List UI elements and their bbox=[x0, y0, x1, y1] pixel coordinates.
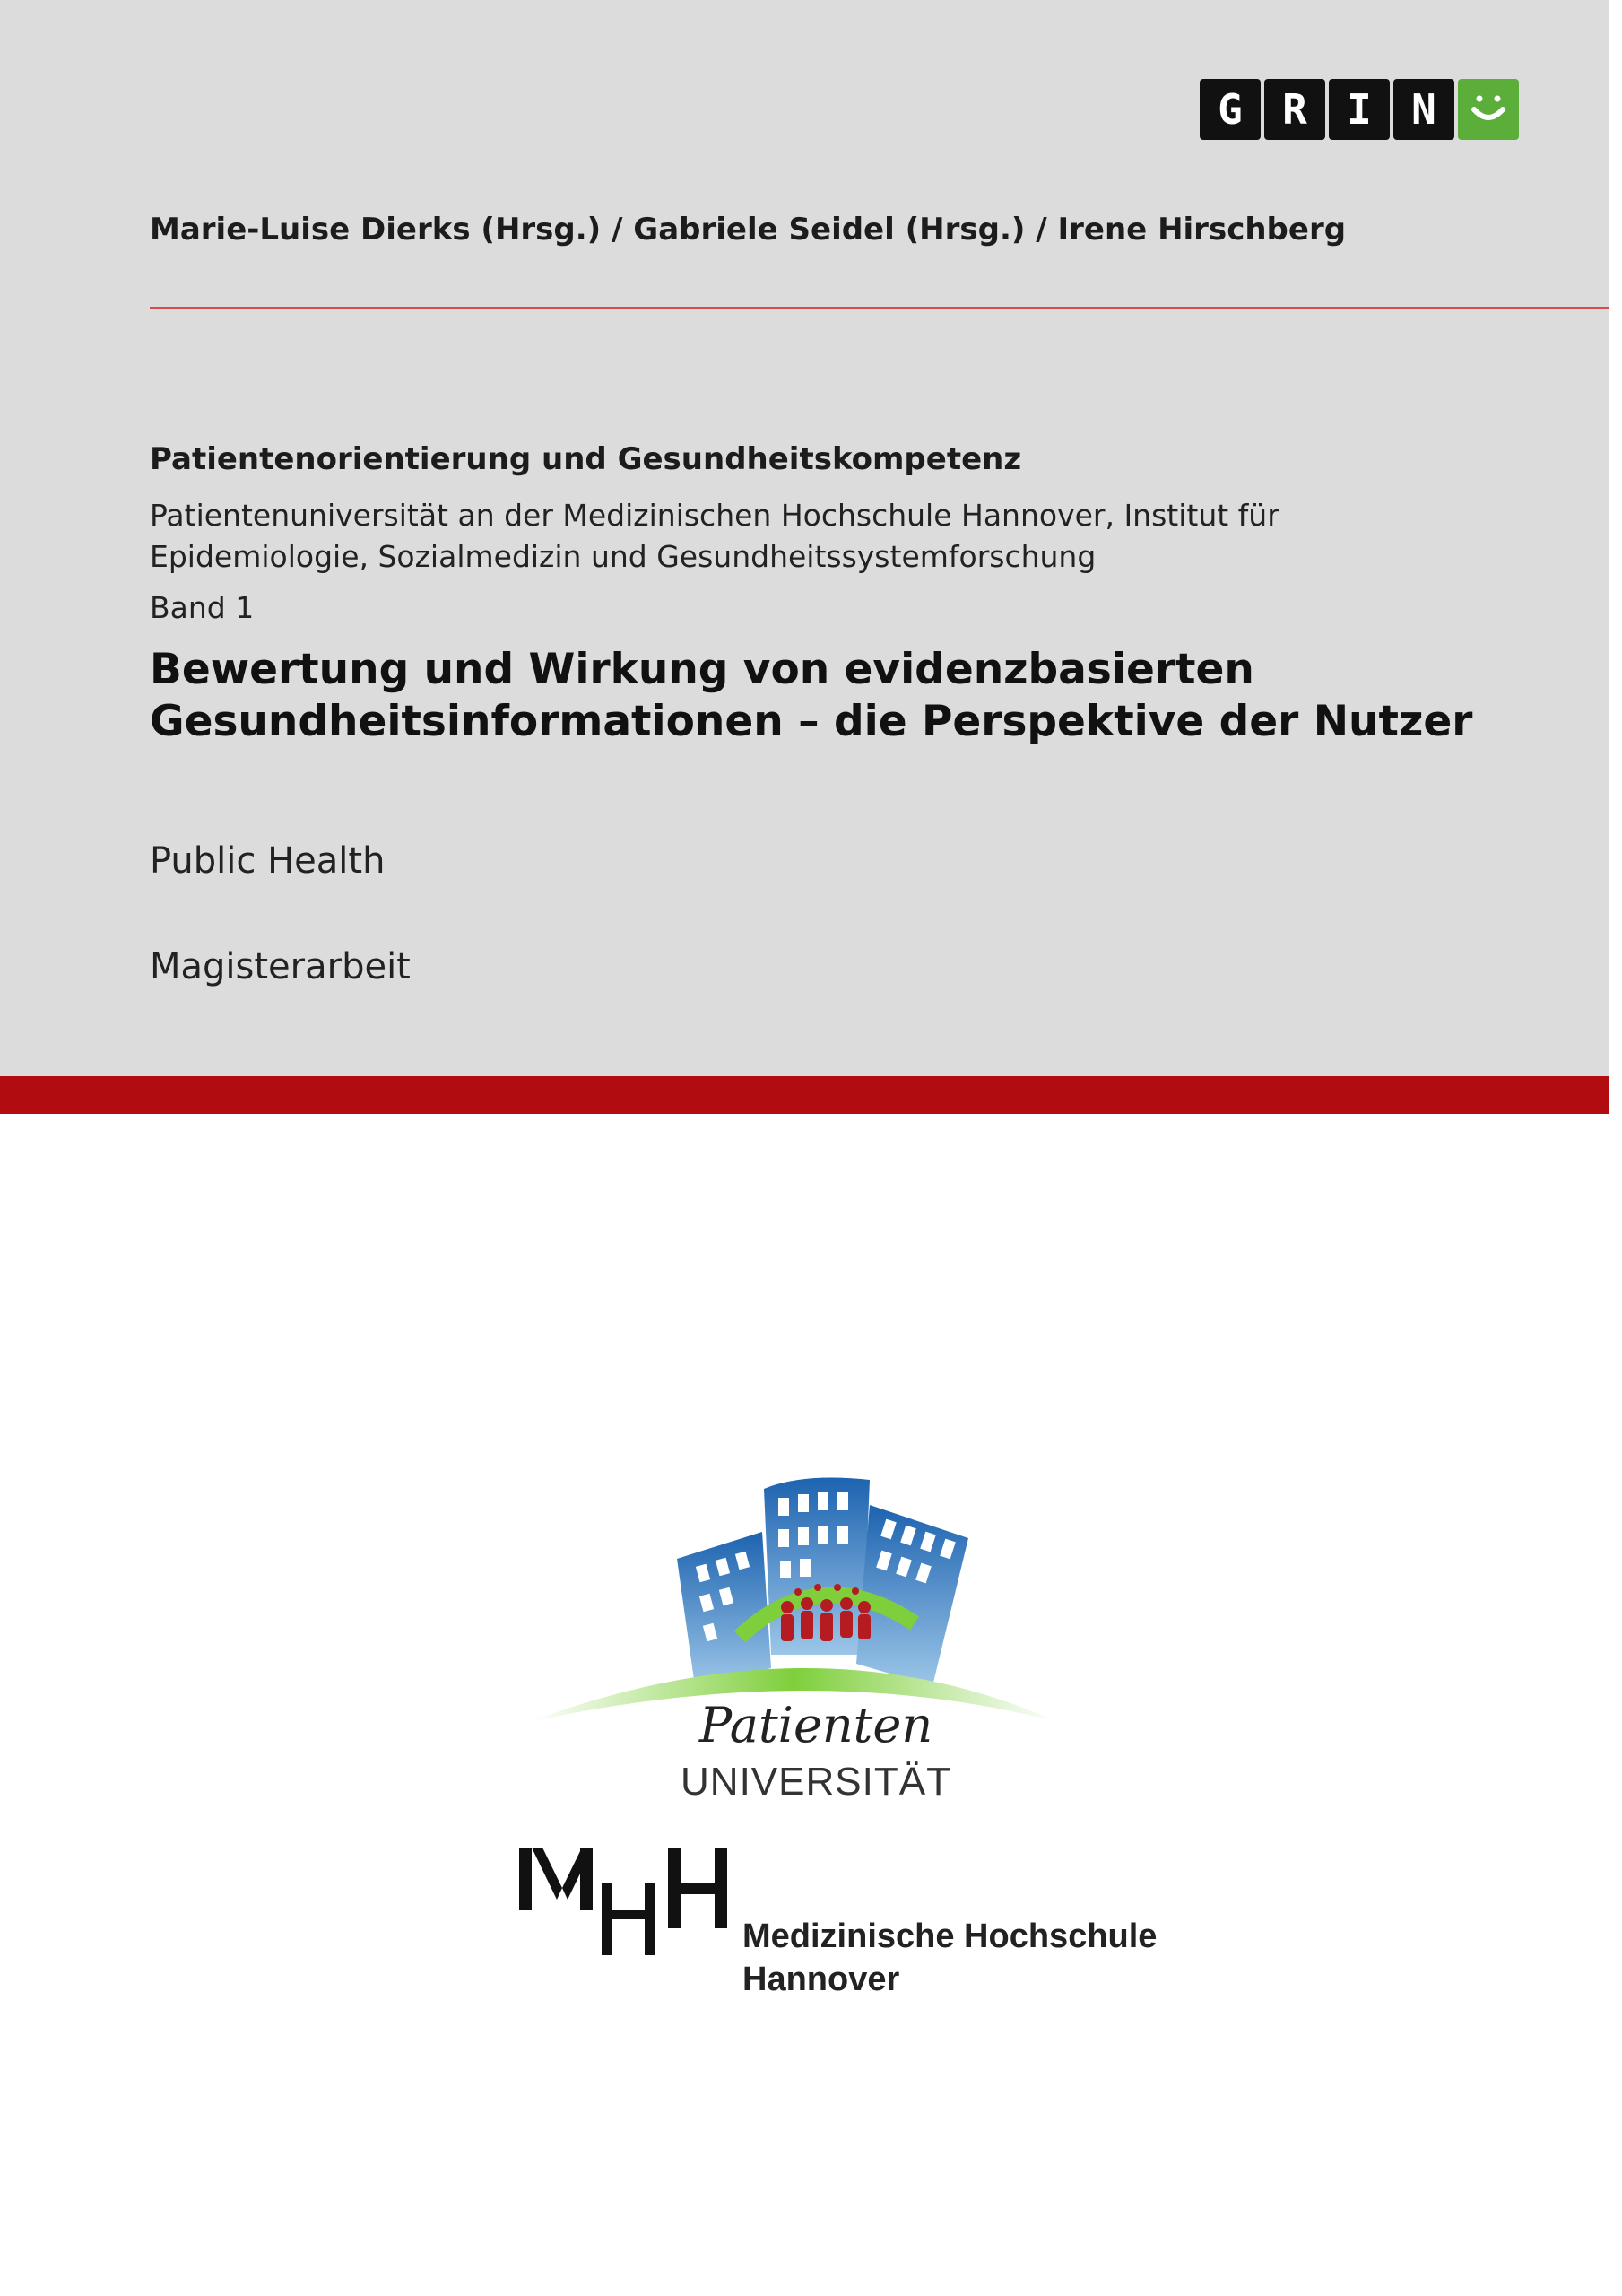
mhh-name-line-2: Hannover bbox=[742, 1961, 900, 1998]
logo-name-patienten: Patienten bbox=[698, 1697, 933, 1753]
institution-line-2: Epidemiologie, Sozialmedizin und Gesundheitssystemforschung bbox=[150, 539, 1097, 574]
mhh-name-line-1: Medizinische Hochschule bbox=[742, 1918, 1158, 1955]
building-left-icon bbox=[677, 1532, 771, 1686]
grin-letter-r: R bbox=[1264, 79, 1325, 140]
book-title-line-1: Bewertung und Wirkung von evidenzbasierten bbox=[150, 645, 1254, 694]
mhh-name bbox=[742, 1915, 1173, 2001]
grin-letter-g: G bbox=[1200, 79, 1261, 140]
grin-logo bbox=[1200, 79, 1519, 140]
grin-letter-i: I bbox=[1329, 79, 1390, 140]
series-title: Patientenorientierung und Gesundheitskompetenz bbox=[150, 441, 1022, 477]
red-band bbox=[0, 1076, 1609, 1114]
authors: Marie-Luise Dierks (Hrsg.) / Gabriele Seidel (Hrsg.) / Irene Hirschberg bbox=[150, 212, 1347, 248]
institution-line-1: Patientenuniversität an der Medizinischen Hochschule Hannover, Institut für bbox=[150, 498, 1279, 533]
grin-letter-n: N bbox=[1393, 79, 1454, 140]
series-institution bbox=[150, 495, 1441, 578]
document-type: Magisterarbeit bbox=[150, 946, 411, 987]
series-volume: Band 1 bbox=[150, 590, 255, 625]
book-title bbox=[150, 644, 1548, 748]
smile-icon bbox=[1458, 79, 1519, 140]
subject: Public Health bbox=[150, 840, 386, 882]
building-middle-icon bbox=[764, 1478, 870, 1655]
book-title-line-2: Gesundheitsinformationen – die Perspektive der Nutzer bbox=[150, 697, 1473, 746]
logo-name-universitaet: UNIVERSITÄT bbox=[681, 1760, 951, 1804]
divider-rule bbox=[150, 307, 1609, 309]
mhh-logo-mark bbox=[516, 1839, 731, 1964]
